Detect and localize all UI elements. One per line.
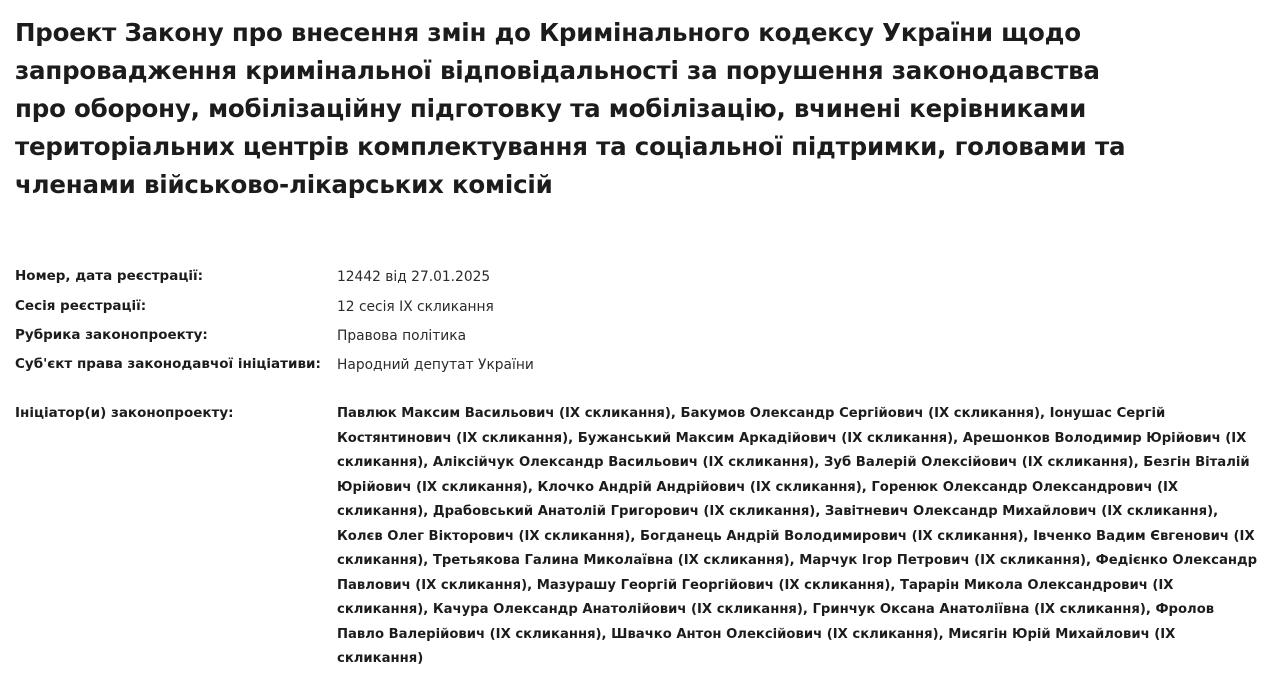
initiative-subject: Народний депутат України	[337, 357, 534, 373]
bill-category: Правова політика	[337, 328, 467, 344]
detail-label: Ініціатор(и) законопроекту:	[15, 405, 234, 421]
registration-number-date: 12442 від 27.01.2025	[337, 269, 491, 285]
bill-title: Проект Закону про внесення змін до Кримінального кодексу України щодо запровадження кримінальної відповідальності за порушення законодавства про оборону, мобілізаційну підготовку та мобілізацію, вчинені керівниками територіальних центрів комплектування та соціальної підтримки, головами та членами військово-лікарських комісій	[15, 18, 1126, 199]
detail-label: Сесія реєстрації:	[15, 298, 147, 314]
bill-details	[15, 252, 1265, 672]
registration-session: 12 сесія IX скликання	[337, 299, 494, 315]
detail-row-session	[15, 299, 1265, 328]
detail-label: Номер, дата реєстрації:	[15, 268, 203, 284]
detail-label: Рубрика законопроекту:	[15, 327, 208, 343]
bill-card	[15, 14, 1265, 666]
detail-row-registration	[15, 252, 1265, 299]
detail-row-subject	[15, 357, 1265, 406]
initiators-list: Павлюк Максим Васильович (IX скликання), Бакумов Олександр Сергійович (IX скликання), Іонушас Сергій Костянтинович (IX скликання), Бужанський Максим Аркадійович (IX скликання), Арешонков Володимир Юрійович (IX скликання), Аліксійчук Олександр Васильович (IX скликання), Зуб Валерій Олексійович (IX скликання), Безгін Віталій Юрійович (IX скликання), Клочко Андрій Андрійович (IX скликання), Горенюк Олександр Олександрович (IX скликання), Драбовський Анатолій Григорович (IX скликання), Завітневич Олександр Михайлович (IX скликання), Колєв Олег Вікторович (IX скликання), Богданець Андрій Володимирович (IX скликання), Івченко Вадим Євгенович (IX скликання), Третьякова Галина Миколаївна (IX скликання), Марчук Ігор Петрович (IX скликання), Федієнко Олександр Павлович (IX скликання), Мазурашу Георгій Георгійович (IX скликання), Тарарін Микола Олександрович (IX скликання), Качура Олександр Анатолійович (IX скликання), Гринчук Оксана Анатоліївна (IX скликання), Фролов Павло Валерійович (IX скликання), Швачко Антон Олексійович (IX скликання), Мисягін Юрій Михайлович (IX скликання)	[337, 406, 1258, 666]
detail-row-initiators	[15, 406, 1265, 672]
detail-row-category	[15, 328, 1265, 357]
detail-label: Суб'єкт права законодавчої ініціативи:	[15, 356, 321, 372]
